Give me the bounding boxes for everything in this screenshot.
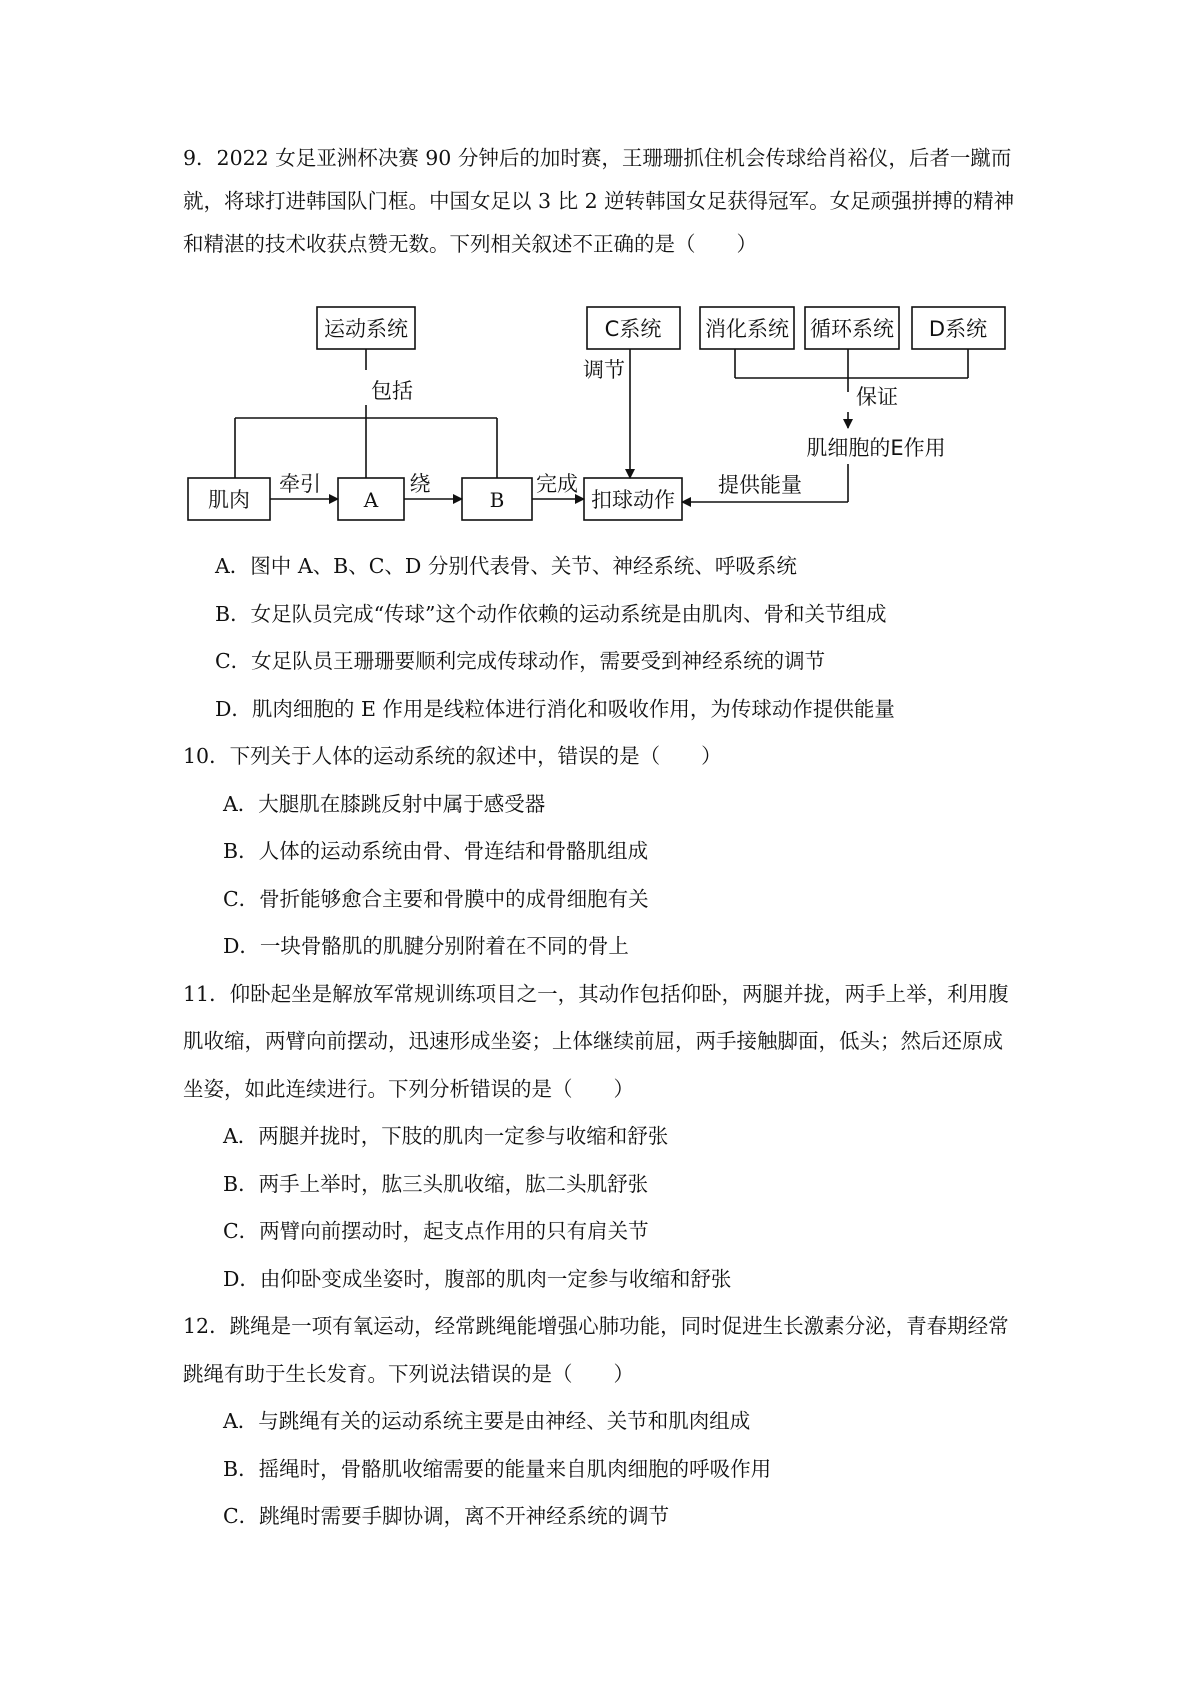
label-baokuo: 包括 xyxy=(371,379,413,403)
q11-option-b: B．两手上举时，肱三头肌收缩，肱二头肌舒张 xyxy=(223,1172,649,1196)
q12-option-a: A．与跳绳有关的运动系统主要是由神经、关节和肌肉组成 xyxy=(223,1409,751,1433)
q12-line-1: 12．跳绳是一项有氧运动，经常跳绳能增强心肺功能，同时促进生长激素分泌，青春期经常 xyxy=(183,1314,1009,1338)
q10-option-d: D．一块骨骼肌的肌腱分别附着在不同的骨上 xyxy=(223,934,629,958)
q9-line-3: 和精湛的技术收获点赞无数。下列相关叙述不正确的是（ ） xyxy=(183,232,757,256)
label-tiaojie: 调节 xyxy=(583,358,625,382)
label-wancheng: 完成 xyxy=(536,472,578,496)
label-xiaohua: 消化系统 xyxy=(705,317,789,341)
q9-option-c: C．女足队员王珊珊要顺利完成传球动作，需要受到神经系统的调节 xyxy=(215,649,826,673)
q9-line-2: 就，将球打进韩国队门框。中国女足以 3 比 2 逆转韩国女足获得冠军。女足顽强拼搏的精神 xyxy=(183,189,1015,213)
label-c: C系统 xyxy=(604,317,662,341)
q9-option-a: A．图中 A、B、C、D 分别代表骨、关节、神经系统、呼吸系统 xyxy=(215,554,797,578)
label-xunhuan: 循环系统 xyxy=(810,317,894,341)
q11-line-2: 肌收缩，两臂向前摆动，迅速形成坐姿；上体继续前屈，两手接触脚面，低头；然后还原成 xyxy=(183,1029,1003,1053)
q12-option-b: B．摇绳时，骨骼肌收缩需要的能量来自肌肉细胞的呼吸作用 xyxy=(223,1457,772,1481)
label-d: D系统 xyxy=(928,317,988,341)
q11-option-d: D．由仰卧变成坐姿时，腹部的肌肉一定参与收缩和舒张 xyxy=(223,1267,732,1291)
label-yundong: 运动系统 xyxy=(324,317,408,341)
label-rao: 绕 xyxy=(409,472,431,496)
q11-line-1: 11．仰卧起坐是解放军常规训练项目之一，其动作包括仰卧，两腿并拢，两手上举，利用腹 xyxy=(183,982,1009,1006)
q10-line-1: 10．下列关于人体的运动系统的叙述中，错误的是（ ） xyxy=(183,744,722,768)
label-koudong: 扣球动作 xyxy=(591,488,675,512)
q12-line-2: 跳绳有助于生长发育。下列说法错误的是（ ） xyxy=(183,1362,634,1386)
label-jixibao: 肌细胞的E作用 xyxy=(806,436,946,460)
q11-option-c: C．两臂向前摆动时，起支点作用的只有肩关节 xyxy=(223,1219,649,1243)
label-qianyin: 牵引 xyxy=(279,472,321,496)
q10-option-c: C．骨折能够愈合主要和骨膜中的成骨细胞有关 xyxy=(223,887,649,911)
q10-option-a: A．大腿肌在膝跳反射中属于感受器 xyxy=(223,792,546,816)
label-b: B xyxy=(489,488,505,512)
motion-system-diagram xyxy=(0,0,1200,540)
q9-option-d: D．肌肉细胞的 E 作用是线粒体进行消化和吸收作用，为传球动作提供能量 xyxy=(215,697,895,721)
q12-option-c: C．跳绳时需要手脚协调，离不开神经系统的调节 xyxy=(223,1504,670,1528)
q11-line-3: 坐姿，如此连续进行。下列分析错误的是（ ） xyxy=(183,1077,634,1101)
label-jirou: 肌肉 xyxy=(208,488,250,512)
q11-option-a: A．两腿并拢时，下肢的肌肉一定参与收缩和舒张 xyxy=(223,1124,669,1148)
q10-option-b: B．人体的运动系统由骨、骨连结和骨骼肌组成 xyxy=(223,839,649,863)
q9-line-1: 9．2022 女足亚洲杯决赛 90 分钟后的加时赛，王珊珊抓住机会传球给肖裕仪，后者一蹴而 xyxy=(183,146,1012,170)
q9-option-b: B．女足队员完成“传球”这个动作依赖的运动系统是由肌肉、骨和关节组成 xyxy=(215,602,887,626)
label-baozheng: 保证 xyxy=(856,385,898,409)
label-a: A xyxy=(363,488,379,512)
label-tigong: 提供能量 xyxy=(718,473,802,497)
